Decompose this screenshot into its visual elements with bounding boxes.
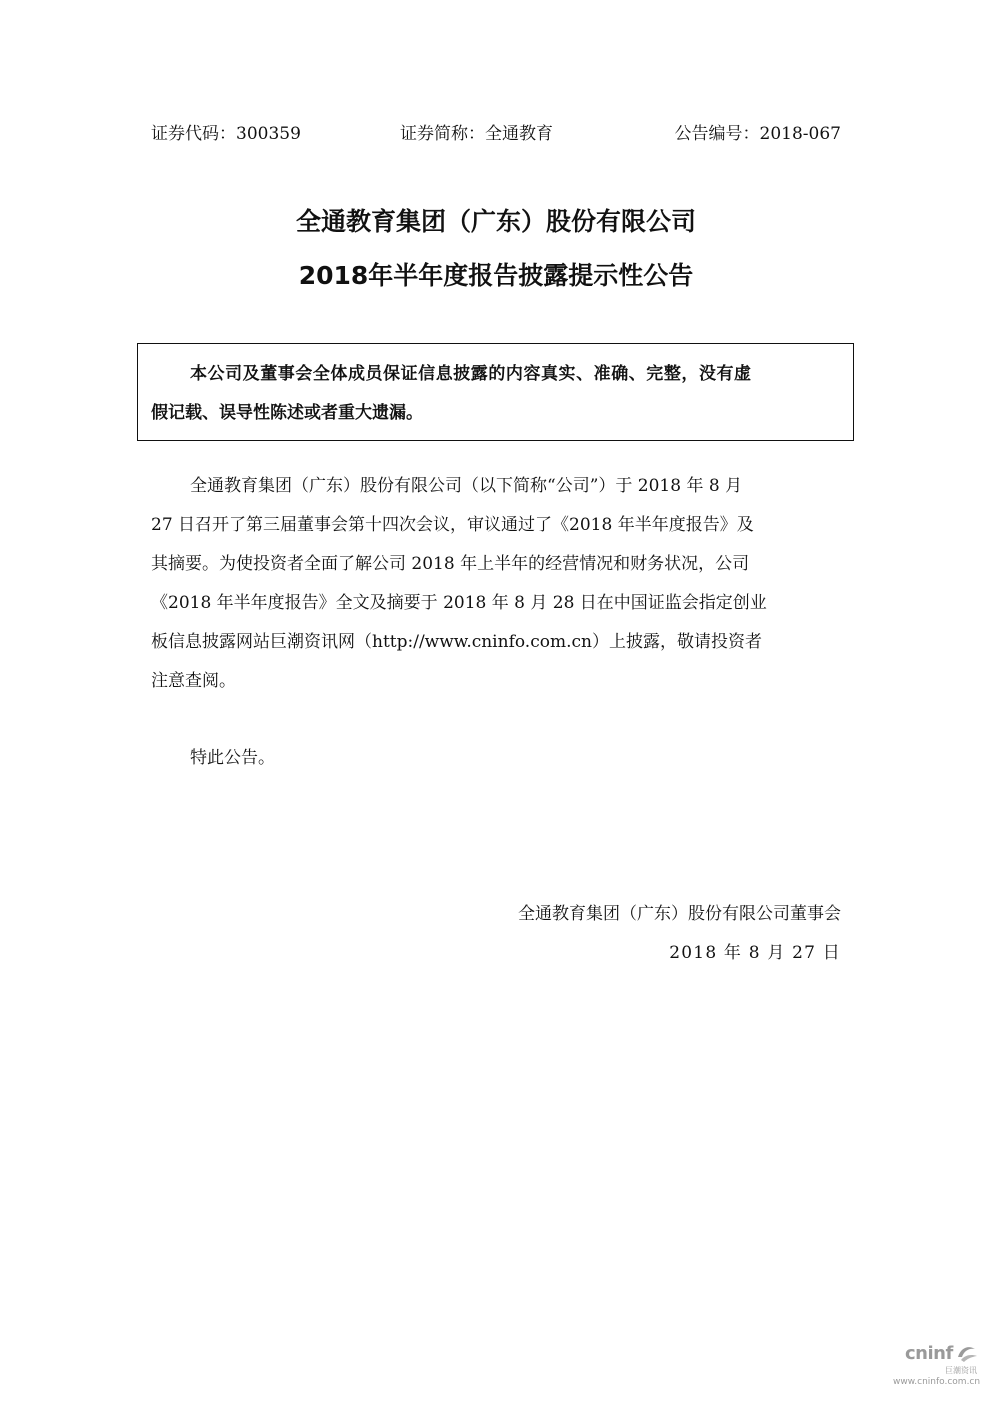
- disclaimer-box: [137, 343, 854, 441]
- cninfo-watermark: [893, 1343, 985, 1393]
- body-line-1: 全通教育集团（广东）股份有限公司（以下简称“公司”）于 2018 年 8 月: [190, 476, 743, 496]
- watermark-logo-text: cninf: [905, 1343, 953, 1364]
- watermark-url: www.cninfo.com.cn: [893, 1377, 981, 1387]
- announcement-number: 公告编号：2018-067: [674, 124, 841, 144]
- body-line-6: 注意查阅。: [151, 671, 236, 691]
- cninfo-swirl-icon: [955, 1343, 979, 1363]
- closing-remark: 特此公告。: [190, 748, 275, 768]
- disclaimer-line-2: 假记载、误导性陈述或者重大遗漏。: [151, 403, 423, 423]
- signatory: 全通教育集团（广东）股份有限公司董事会: [518, 904, 841, 924]
- body-line-3: 其摘要。为使投资者全面了解公司 2018 年上半年的经营情况和财务状况，公司: [151, 554, 750, 574]
- body-line-4: 《2018 年半年度报告》全文及摘要于 2018 年 8 月 28 日在中国证监会指定创业: [151, 593, 767, 613]
- announcement-title: 2018年半年度报告披露提示性公告: [298, 261, 694, 290]
- disclaimer-line-1: 本公司及董事会全体成员保证信息披露的内容真实、准确、完整，没有虚: [190, 364, 752, 384]
- security-code: 证券代码：300359: [151, 124, 301, 144]
- document-header: [151, 121, 841, 147]
- company-title: 全通教育集团（广东）股份有限公司: [295, 207, 696, 236]
- body-line-2: 27 日召开了第三届董事会第十四次会议，审议通过了《2018 年半年度报告》及: [151, 515, 754, 535]
- signature-date: 2018 年 8 月 27 日: [669, 943, 841, 963]
- body-line-5: 板信息披露网站巨潮资讯网（http://www.cninfo.com.cn）上披露，敬请投资者: [151, 632, 762, 652]
- watermark-subtitle: 巨潮资讯: [945, 1366, 977, 1375]
- security-abbreviation: 证券简称：全通教育: [400, 124, 553, 144]
